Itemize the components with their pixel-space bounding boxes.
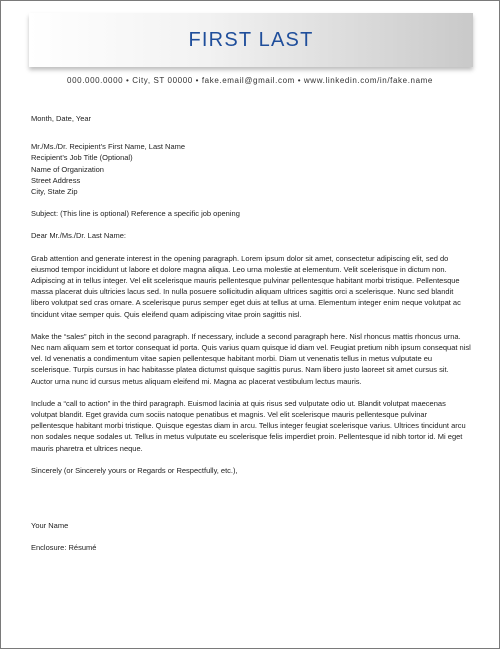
recipient-name: Mr./Ms./Dr. Recipient’s First Name, Last Name [31,142,186,152]
recipient-organization: Name of Organization [31,164,104,174]
signature-name: Your Name [31,521,69,531]
opening-paragraph: Grab attention and generate interest in the opening paragraph. Lorem ipsum dolor sit amet, consectetur adipiscing elit, sed do eiusmod tempor incididunt ut labore et dolore magna aliqua. Leo urna molestie at elementum. Velit scelerisque in dictum non. Adipiscing at in tellus integer. Vel elit scelerisque mauris pellentesque pulvinar pellentesque habitant morbi tristique. Pellentesque massa placerat duis ultricies lacus sed. In nulla posuere sollicitudin aliquam ultrices sagittis orci a scelerisque. Nunc sed blandit libero volutpat sed cras ornare. A scelerisque purus semper eget duis at tellus at urna. Elementum integer enim neque volutpat ac tincidunt vitae semper quis. Quis eleifend quam adipiscing vitae proin sagittis nisl. [31,253,461,319]
recipient-street: Street Address [31,175,81,185]
recipient-block [31,141,471,197]
contact-line: 000.000.0000 • City, ST 00000 • fake.email@gmail.com • www.linkedin.com/in/fake.name [67,76,433,85]
salutation: Dear Mr./Ms./Dr. Last Name: [31,231,127,241]
call-to-action-paragraph: Include a “call to action” in the third paragraph. Euismod lacinia at quis risus sed vulputate odio ut. Blandit volutpat maecenas volutpat blandit. Eget gravida cum sociis natoque penatibus et magnis. Vel elit scelerisque mauris pellentesque pulvinar pellentesque habitant morbi tristique. Quisque egestas diam in arcu. Tellus integer feugiat scelerisque varius. Ultrices tincidunt arcu non sodales neque sodales ut. Tellus in metus vulputate eu scelerisque felis imperdiet proin. Pellentesque id nibh tortor id. Mi eget mauris pharetra et ultrices neque. [31,398,466,453]
subject-line: Subject: (This line is optional) Reference a specific job opening [31,209,240,219]
sales-paragraph: Make the “sales” pitch in the second paragraph. If necessary, include a second paragraph here. Nisl rhoncus mattis rhoncus urna. Nec nam aliquam sem et tortor consequat id porta. Quis varius quam quisque id diam vel. Feugiat pretium nibh ipsum consequat nisl vel. Id venenatis a condimentum vitae sapien pellentesque habitant morbi. Diam ut venenatis tellus in metus vulputate eu scelerisque. Turpis cursus in hac habitasse platea dictumst quisque sagittis purus. Nam libero justo laoreet sit amet cursus sit. Auctor urna nunc id cursus metus aliquam eleifend mi. Magna ac placerat vestibulum lectus mauris. [31,331,471,386]
applicant-name: FIRST LAST [188,28,314,51]
recipient-city: City, State Zip [31,187,78,197]
closing-line: Sincerely (or Sincerely yours or Regards or Respectfully, etc.), [31,465,238,475]
enclosure-line: Enclosure: Résumé [31,543,97,553]
letter-body [31,113,471,553]
letter-date: Month, Date, Year [31,114,92,123]
name-banner [29,13,473,67]
recipient-job-title: Recipient’s Job Title (Optional) [31,153,133,163]
